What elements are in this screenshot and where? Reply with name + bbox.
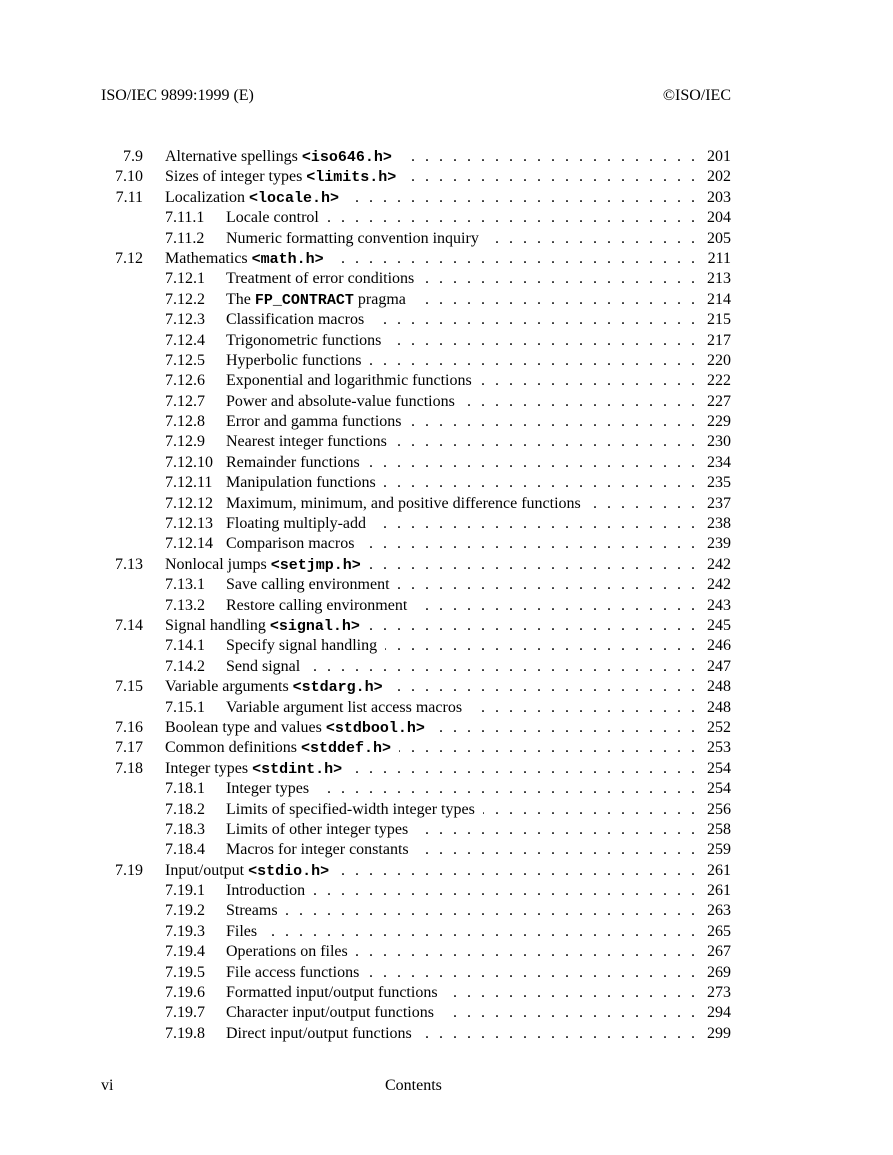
- toc-page-number: 220: [707, 351, 731, 369]
- toc-page-number: 265: [707, 922, 731, 940]
- toc-entry[interactable]: [101, 494, 731, 514]
- toc-section-title: [226, 331, 389, 351]
- toc-entry[interactable]: [101, 963, 731, 983]
- toc-entry[interactable]: [101, 229, 731, 249]
- toc-title-text: Trigonometric functions: [226, 331, 382, 349]
- toc-entry[interactable]: [101, 942, 731, 962]
- page-header-right: ©ISO/IEC: [662, 87, 731, 104]
- toc-title-code: <limits.h>: [306, 169, 397, 187]
- toc-page-number: 256: [707, 800, 731, 818]
- toc-section-title: [226, 820, 416, 840]
- dot-leader: [415, 596, 695, 616]
- toc-section-title: [226, 208, 327, 228]
- toc-title-text: Alternative spellings: [165, 148, 302, 165]
- dot-leader: [420, 1024, 695, 1044]
- toc-section-number: 7.12.11: [165, 474, 213, 492]
- toc-section-title: [226, 473, 384, 493]
- toc-section-title: [165, 188, 347, 209]
- toc-title-text: Operations on files: [226, 943, 348, 961]
- toc-page-number: 202: [707, 168, 731, 186]
- toc-page-number: 261: [707, 861, 731, 879]
- toc-title-text: Restore calling environment: [226, 596, 408, 614]
- toc-entry[interactable]: [101, 901, 731, 921]
- toc-section-number: 7.19.1: [165, 882, 205, 900]
- toc-section-title: [165, 167, 404, 188]
- toc-page-number: 259: [707, 841, 731, 859]
- toc-title-text: Nearest integer functions: [226, 433, 387, 451]
- dot-leader: [398, 575, 695, 595]
- toc-section-number: 7.12.8: [165, 413, 205, 431]
- toc-title-text: Direct input/output functions: [226, 1024, 412, 1042]
- toc-section-title: [226, 963, 367, 983]
- toc-section-number: 7.18.2: [165, 800, 205, 818]
- toc-section-title: [226, 392, 463, 412]
- toc-page-number: 254: [707, 759, 731, 777]
- toc-section-title: [226, 698, 470, 718]
- toc-section-title: [226, 840, 417, 860]
- toc-title-text: Files: [226, 922, 258, 940]
- toc-section-title: [165, 759, 350, 780]
- toc-section-title: [226, 290, 414, 311]
- toc-section-title: [226, 657, 308, 677]
- dot-leader: [286, 901, 695, 921]
- toc-entry[interactable]: [101, 820, 731, 840]
- toc-entry[interactable]: [101, 738, 731, 758]
- toc-title-text: Nonlocal jumps: [165, 555, 271, 573]
- toc-title-text: Introduction: [226, 882, 306, 900]
- toc-entry[interactable]: [101, 1024, 731, 1044]
- toc-section-number: 7.11: [115, 188, 143, 206]
- toc-page-number: 247: [707, 657, 731, 675]
- toc-entry[interactable]: [101, 575, 731, 595]
- toc-page-number: 238: [707, 515, 731, 533]
- toc-entry[interactable]: [101, 392, 731, 412]
- toc-section-number: 7.14.1: [165, 637, 205, 655]
- toc-title-text: Macros for integer constants: [226, 841, 409, 859]
- toc-entry[interactable]: [101, 269, 731, 289]
- toc-section-number: 7.14: [115, 616, 143, 634]
- dot-leader: [369, 555, 695, 575]
- dot-leader: [313, 881, 695, 901]
- toc-section-title: [226, 942, 356, 962]
- toc-title-code: <iso646.h>: [301, 149, 392, 166]
- toc-entry[interactable]: [101, 208, 731, 228]
- toc-page-number: 235: [707, 474, 731, 492]
- table-of-contents: [101, 147, 731, 1044]
- toc-page-number: 263: [707, 902, 731, 920]
- toc-entry[interactable]: [101, 432, 731, 452]
- toc-section-number: 7.12.14: [165, 535, 213, 553]
- toc-section-number: 7.11.2: [165, 229, 205, 247]
- toc-section-title: [226, 351, 370, 371]
- toc-section-number: 7.18.1: [165, 780, 205, 798]
- dot-leader: [404, 167, 695, 187]
- toc-entry[interactable]: [101, 534, 731, 554]
- toc-section-number: 7.19.3: [165, 922, 205, 940]
- toc-section-number: 7.13.2: [165, 596, 205, 614]
- toc-title-text: Maximum, minimum, and positive difference functions: [226, 494, 581, 512]
- toc-title-text: Integer types: [165, 759, 253, 777]
- toc-page-number: 239: [707, 535, 731, 553]
- toc-section-title: [226, 636, 385, 656]
- toc-title-text: Limits of other integer types: [226, 820, 409, 838]
- dot-leader: [337, 861, 695, 881]
- toc-title-text: Power and absolute-value functions: [226, 392, 455, 410]
- toc-title-code: FP_CONTRACT: [254, 291, 354, 309]
- toc-page-number: 243: [707, 596, 731, 614]
- toc-title-text: Exponential and logarithmic functions: [226, 372, 472, 390]
- toc-entry[interactable]: [101, 718, 731, 738]
- toc-page-number: 267: [707, 943, 731, 961]
- toc-section-title: [226, 881, 313, 901]
- dot-leader: [374, 514, 695, 534]
- toc-section-title: [226, 269, 422, 289]
- toc-section-number: 7.12.7: [165, 392, 205, 410]
- dot-leader: [446, 983, 695, 1003]
- toc-title-text: Floating multiply-add: [226, 515, 366, 533]
- toc-section-number: 7.11.1: [165, 209, 205, 227]
- toc-page-number: 214: [707, 290, 731, 308]
- toc-title-text: Common definitions: [165, 739, 301, 757]
- toc-page-number: 201: [707, 148, 731, 165]
- toc-section-number: 7.14.2: [165, 657, 205, 675]
- toc-section-number: 7.16: [115, 718, 143, 736]
- dot-leader: [350, 759, 695, 779]
- toc-section-number: 7.19.5: [165, 963, 205, 981]
- toc-section-number: 7.15.1: [165, 698, 205, 716]
- toc-section-title: [226, 922, 265, 942]
- dot-leader: [368, 453, 695, 473]
- toc-title-code: <stdint.h>: [252, 760, 343, 778]
- toc-section-title: [165, 147, 400, 168]
- page-footer-title: Contents: [385, 1077, 442, 1094]
- dot-leader: [367, 963, 695, 983]
- toc-page-number: 254: [707, 780, 731, 798]
- toc-section-number: 7.18.4: [165, 841, 205, 859]
- toc-page-number: 242: [707, 555, 731, 573]
- page-header-left: ISO/IEC 9899:1999 (E): [101, 87, 254, 104]
- toc-title-text: Input/output: [165, 861, 249, 879]
- dot-leader: [385, 636, 695, 656]
- toc-title-text: File access functions: [226, 963, 360, 981]
- toc-entry[interactable]: [101, 310, 731, 330]
- toc-section-title: [165, 249, 332, 270]
- dot-leader: [483, 800, 695, 820]
- toc-section-title: [226, 534, 362, 554]
- toc-page-number: 211: [707, 249, 731, 267]
- toc-title-text: Numeric formatting convention inquiry: [226, 229, 479, 247]
- toc-entry[interactable]: [101, 249, 731, 269]
- toc-section-number: 7.12: [115, 249, 143, 267]
- dot-leader: [368, 616, 695, 636]
- dot-leader: [395, 432, 695, 452]
- dot-leader: [384, 473, 695, 493]
- dot-leader: [389, 331, 695, 351]
- toc-page-number: 245: [707, 616, 731, 634]
- dot-leader: [422, 269, 695, 289]
- toc-section-number: 7.12.4: [165, 331, 205, 349]
- toc-section-title: [226, 229, 487, 249]
- toc-section-title: [226, 514, 374, 534]
- toc-section-title: [226, 453, 368, 473]
- toc-title-text: Specify signal handling: [226, 637, 378, 655]
- toc-page-number: 246: [707, 637, 731, 655]
- dot-leader: [308, 657, 695, 677]
- toc-entry[interactable]: [101, 881, 731, 901]
- toc-page-number: 269: [707, 963, 731, 981]
- toc-title-code: <math.h>: [251, 250, 324, 268]
- toc-entry[interactable]: [101, 677, 731, 697]
- dot-leader: [347, 188, 695, 208]
- toc-title-text: Limits of specified-width integer types: [226, 800, 475, 818]
- toc-section-title: [226, 494, 589, 514]
- toc-entry[interactable]: [101, 473, 731, 493]
- toc-title-code: <signal.h>: [269, 617, 360, 635]
- toc-section-title: [226, 412, 410, 432]
- dot-leader: [362, 534, 695, 554]
- toc-entry[interactable]: [101, 983, 731, 1003]
- dot-leader: [416, 820, 695, 840]
- toc-section-title: [226, 901, 286, 921]
- toc-title-text: Variable arguments: [165, 678, 293, 696]
- toc-page-number: 204: [707, 209, 731, 227]
- toc-section-number: 7.17: [115, 739, 143, 757]
- dot-leader: [417, 840, 695, 860]
- toc-title-code: <setjmp.h>: [270, 556, 361, 574]
- toc-entry[interactable]: [101, 147, 731, 167]
- dot-leader: [470, 698, 695, 718]
- toc-title-text: Sizes of integer types: [165, 168, 307, 186]
- toc-section-number: 7.19.6: [165, 984, 205, 1002]
- dot-leader: [433, 718, 695, 738]
- toc-section-number: 7.12.13: [165, 515, 213, 533]
- toc-entry[interactable]: [101, 779, 731, 799]
- toc-section-title: [226, 371, 480, 391]
- dot-leader: [400, 147, 695, 167]
- toc-title-text: Manipulation functions: [226, 474, 376, 492]
- toc-page-number: 273: [707, 984, 731, 1002]
- dot-leader: [399, 738, 695, 758]
- dot-leader: [391, 677, 695, 697]
- toc-entry[interactable]: [101, 698, 731, 718]
- dot-leader: [317, 779, 695, 799]
- toc-page-number: 217: [707, 331, 731, 349]
- toc-title-code: <stdarg.h>: [292, 679, 383, 697]
- toc-page-number: 215: [707, 311, 731, 329]
- page-number: vi: [101, 1077, 114, 1094]
- toc-title-text: Locale control: [226, 209, 319, 227]
- toc-page-number: 237: [707, 494, 731, 512]
- toc-page-number: 242: [707, 576, 731, 594]
- toc-section-number: 7.12.3: [165, 311, 205, 329]
- toc-section-number: 7.10: [115, 168, 143, 186]
- toc-page-number: 222: [707, 372, 731, 390]
- toc-section-title: [226, 983, 446, 1003]
- toc-section-number: 7.18: [115, 759, 143, 777]
- toc-title-text: Variable argument list access macros: [226, 698, 463, 716]
- toc-section-number: 7.13.1: [165, 576, 205, 594]
- toc-entry[interactable]: [101, 331, 731, 351]
- toc-entry[interactable]: [101, 657, 731, 677]
- toc-title-text: Send signal: [226, 657, 301, 675]
- toc-section-number: 7.15: [115, 678, 143, 696]
- toc-title-text: Treatment of error conditions: [226, 270, 415, 288]
- toc-title-text: Error and gamma functions: [226, 413, 402, 431]
- toc-section-title: [165, 718, 433, 739]
- toc-title-text: Signal handling: [165, 616, 270, 634]
- toc-section-number: 7.12.6: [165, 372, 205, 390]
- toc-title-text: Remainder functions: [226, 453, 360, 471]
- toc-entry[interactable]: [101, 596, 731, 616]
- toc-section-title: [226, 575, 398, 595]
- dot-leader: [356, 942, 695, 962]
- toc-section-title: [226, 310, 372, 330]
- toc-title-code: <stdbool.h>: [325, 719, 425, 737]
- toc-section-number: 7.12.9: [165, 433, 205, 451]
- toc-title-text: Integer types: [226, 780, 310, 798]
- dot-leader: [332, 249, 695, 269]
- toc-page-number: 234: [707, 453, 731, 471]
- dot-leader: [370, 351, 695, 371]
- toc-title-text-suffix: pragma: [353, 290, 406, 308]
- toc-section-number: 7.12.10: [165, 453, 213, 471]
- toc-section-number: 7.12.1: [165, 270, 205, 288]
- toc-section-title: [165, 616, 368, 637]
- toc-entry[interactable]: [101, 800, 731, 820]
- toc-entry[interactable]: [101, 555, 731, 575]
- toc-section-number: 7.19.2: [165, 902, 205, 920]
- toc-entry[interactable]: [101, 412, 731, 432]
- dot-leader: [327, 208, 695, 228]
- toc-title-text: The: [226, 290, 255, 308]
- toc-section-number: 7.12.12: [165, 494, 213, 512]
- toc-section-number: 7.9: [123, 148, 143, 165]
- toc-section-number: 7.12.5: [165, 351, 205, 369]
- toc-title-text: Localization: [165, 188, 249, 206]
- toc-page-number: 230: [707, 433, 731, 451]
- dot-leader: [372, 310, 695, 330]
- toc-section-title: [226, 1024, 420, 1044]
- toc-entry[interactable]: [101, 188, 731, 208]
- dot-leader: [410, 412, 696, 432]
- dot-leader: [589, 494, 695, 514]
- toc-page-number: 253: [707, 739, 731, 757]
- toc-page-number: 258: [707, 820, 731, 838]
- toc-entry[interactable]: [101, 861, 731, 881]
- toc-entry[interactable]: [101, 167, 731, 187]
- toc-title-text: Comparison macros: [226, 535, 355, 553]
- toc-page-number: 203: [707, 188, 731, 206]
- toc-title-text: Hyperbolic functions: [226, 351, 362, 369]
- toc-section-number: 7.12.2: [165, 290, 205, 308]
- toc-entry[interactable]: [101, 840, 731, 860]
- toc-section-title: [165, 677, 391, 698]
- toc-page-number: 229: [707, 413, 731, 431]
- toc-section-number: 7.19.4: [165, 943, 205, 961]
- toc-section-title: [165, 861, 337, 882]
- dot-leader: [487, 229, 695, 249]
- toc-title-text: Boolean type and values: [165, 718, 326, 736]
- dot-leader: [265, 922, 695, 942]
- toc-title-text: Classification macros: [226, 311, 365, 329]
- toc-section-title: [165, 738, 399, 759]
- toc-entry[interactable]: [101, 759, 731, 779]
- toc-entry[interactable]: [101, 1003, 731, 1023]
- toc-title-code: <locale.h>: [248, 189, 339, 207]
- toc-section-number: 7.18.3: [165, 820, 205, 838]
- toc-entry[interactable]: [101, 371, 731, 391]
- toc-section-title: [226, 432, 395, 452]
- toc-page-number: 252: [707, 718, 731, 736]
- toc-entry[interactable]: [101, 290, 731, 310]
- toc-section-title: [226, 779, 317, 799]
- toc-title-code: <stdio.h>: [248, 862, 330, 880]
- toc-title-code: <stddef.h>: [301, 740, 392, 758]
- toc-page-number: 261: [707, 882, 731, 900]
- toc-page-number: 248: [707, 698, 731, 716]
- toc-section-title: [226, 800, 483, 820]
- toc-page-number: 248: [707, 678, 731, 696]
- toc-section-number: 7.19.7: [165, 1004, 205, 1022]
- toc-title-text: Streams: [226, 902, 278, 920]
- toc-page-number: 294: [707, 1004, 731, 1022]
- toc-title-text: Mathematics: [165, 249, 252, 267]
- dot-leader: [442, 1003, 695, 1023]
- toc-section-title: [226, 1003, 442, 1023]
- toc-section-number: 7.19.8: [165, 1024, 205, 1042]
- toc-section-title: [226, 596, 415, 616]
- toc-title-text: Formatted input/output functions: [226, 984, 438, 1002]
- toc-section-number: 7.19: [115, 861, 143, 879]
- toc-entry[interactable]: [101, 453, 731, 473]
- toc-section-title: [165, 555, 369, 576]
- toc-section-number: 7.13: [115, 555, 143, 573]
- toc-title-text: Character input/output functions: [226, 1004, 434, 1022]
- toc-entry[interactable]: [101, 514, 731, 534]
- toc-entry[interactable]: [101, 351, 731, 371]
- toc-page-number: 213: [707, 270, 731, 288]
- dot-leader: [463, 392, 695, 412]
- toc-entry[interactable]: [101, 922, 731, 942]
- dot-leader: [414, 290, 695, 310]
- toc-title-text: Save calling environment: [226, 576, 390, 594]
- toc-entry[interactable]: [101, 636, 731, 656]
- dot-leader: [480, 371, 695, 391]
- toc-entry[interactable]: [101, 616, 731, 636]
- toc-page-number: 205: [707, 229, 731, 247]
- toc-page-number: 227: [707, 392, 731, 410]
- toc-page-number: 299: [707, 1024, 731, 1042]
